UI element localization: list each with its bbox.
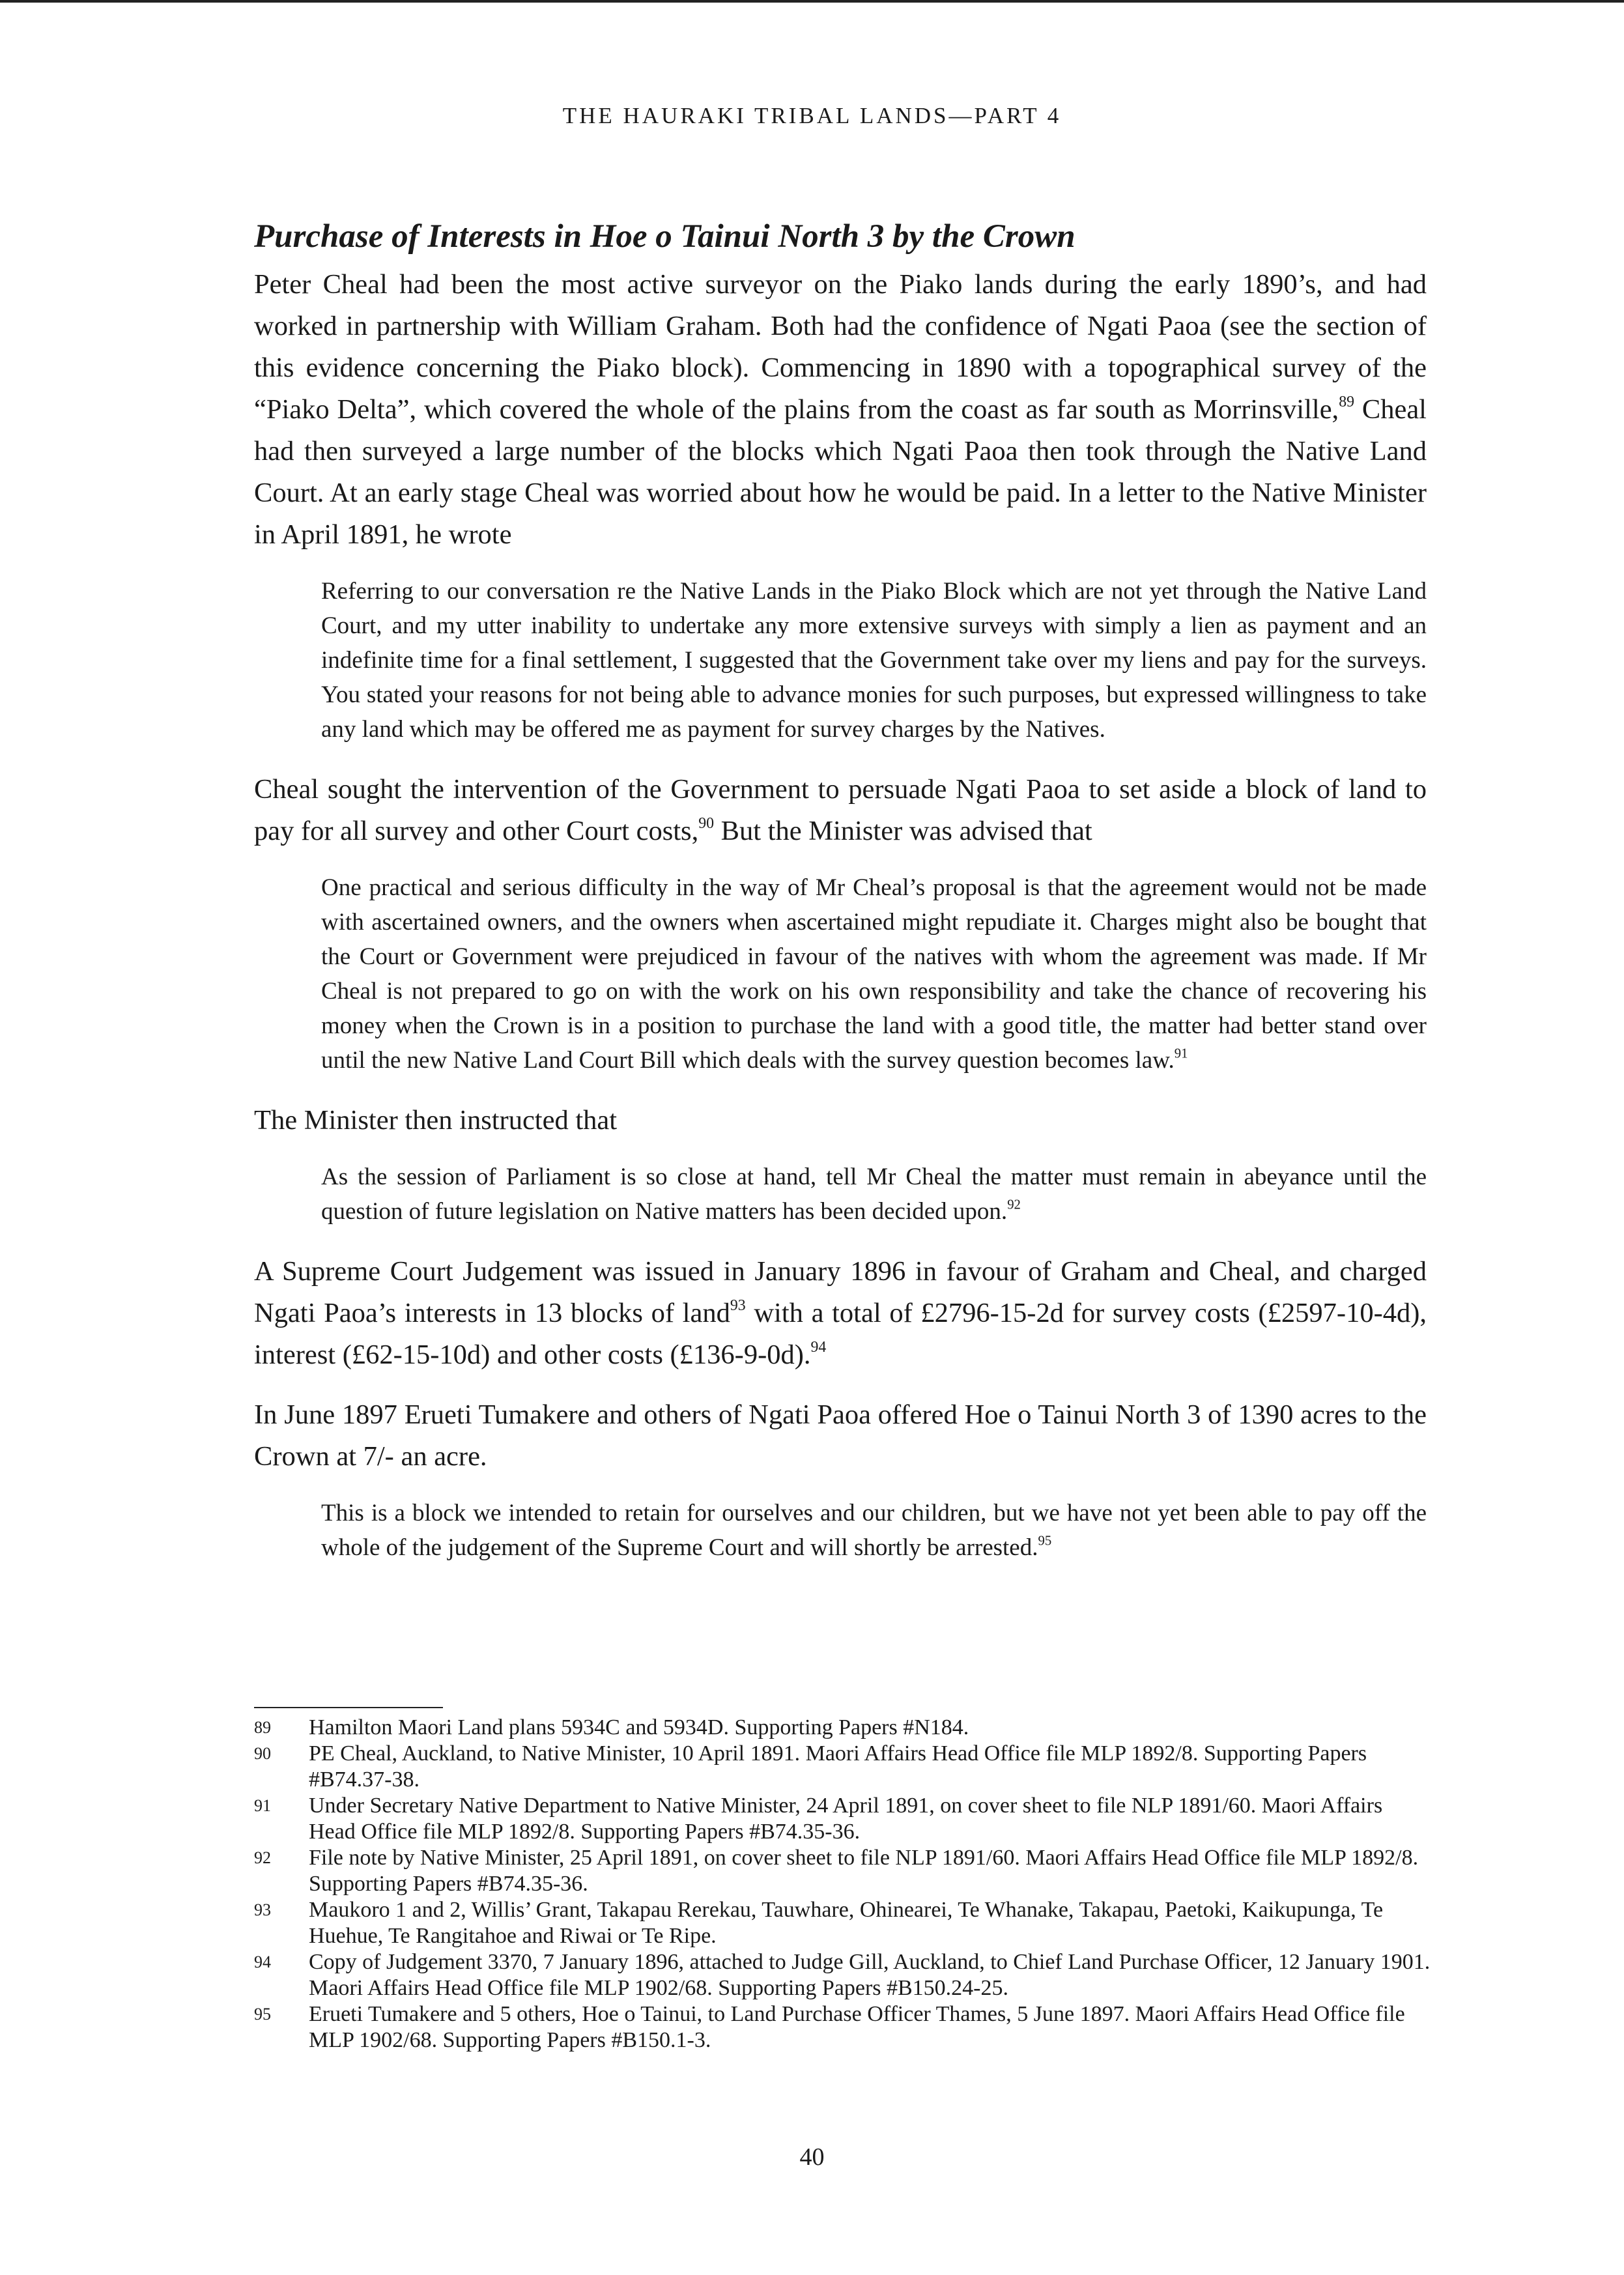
paragraph-3: The Minister then instructed that — [254, 1105, 618, 1136]
footnote-number: 92 — [254, 1848, 271, 1867]
footnote-text: PE Cheal, Auckland, to Native Minister, 10 April 1891. Maori Affairs Head Office file MLP 1892/8. Supporting Papers #B74.37-38. — [309, 1741, 1367, 1792]
paragraph-5: In June 1897 Erueti Tumakere and others of Ngati Paoa offered Hoe o Tainui North 3 of 1390 acres to the Crown at 7/- an acre. — [254, 1399, 1427, 1472]
paragraph-4-text-a: A Supreme Court Judgement was issued in January 1896 in favour of Graham and Cheal, and charged Ngati Paoa’s interests in 13 blocks of land — [254, 1256, 1427, 1328]
footnote-separator — [254, 1707, 443, 1708]
footnote-number: 95 — [254, 2005, 271, 2024]
footnote-ref-93[interactable]: 93 — [730, 1297, 746, 1315]
footnote-number: 91 — [254, 1796, 271, 1815]
paragraph-2 — [254, 769, 1427, 852]
block-quote-1: Referring to our conversation re the Native Lands in the Piako Block which are not yet through the Native Land Court, and my utter inability to undertake any more extensive surveys with simply a lien as payment and an indefinite time for a final settlement, I suggested that the Government take over my liens and pay for the surveys. You stated your reasons for not being able to advance monies for such purposes, but expressed willingness to take any land which may be offered me as payment for survey charges by the Natives. — [321, 578, 1427, 743]
paragraph-2-text-b: But the Minister was advised that — [714, 816, 1092, 846]
footnote-ref-92[interactable]: 92 — [1007, 1197, 1021, 1212]
block-quote-3 — [254, 1160, 1427, 1229]
footnote-number: 93 — [254, 1900, 271, 1919]
paragraph-4 — [254, 1251, 1427, 1376]
section-title: Purchase of Interests in Hoe o Tainui North 3 by the Crown — [254, 218, 1076, 255]
block-quote-2 — [254, 870, 1427, 1078]
footnote-number: 89 — [254, 1718, 271, 1737]
paragraph-1 — [254, 264, 1427, 556]
footnote-text: Maukoro 1 and 2, Willis’ Grant, Takapau Rerekau, Tauwhare, Ohinearei, Te Whanake, Takapau, Paetoki, Kaikupunga, Te Huehue, Te Rangitahoe and Riwai or Te Ripe. — [309, 1898, 1384, 1948]
footnote-number: 90 — [254, 1744, 271, 1763]
footnote-item — [254, 2001, 1433, 2053]
paragraph-1-text-b: Cheal had then surveyed a large number of the blocks which Ngati Paoa then took through the Native Land Court. At an early stage Cheal was worried about how he would be paid. In a letter to the Native Minister in April 1891, he wrote — [254, 394, 1427, 550]
footnote-text: Under Secretary Native Department to Native Minister, 24 April 1891, on cover sheet to file NLP 1891/60. Maori Affairs Head Office file MLP 1892/8. Supporting Papers #B74.35-36. — [309, 1794, 1383, 1844]
footnote-number: 94 — [254, 1953, 271, 1971]
footnote-text: File note by Native Minister, 25 April 1891, on cover sheet to file NLP 1891/60. Maori Affairs Head Office file MLP 1892/8. Supporting Papers #B74.35-36. — [309, 1846, 1419, 1896]
footnote-item — [254, 1715, 1433, 1741]
block-quote-4-text: This is a block we intended to retain for ourselves and our children, but we have not yet been able to pay off the whole of the judgement of the Supreme Court and will shortly be arrested. — [321, 1500, 1427, 1561]
footnote-text: Copy of Judgement 3370, 7 January 1896, attached to Judge Gill, Auckland, to Chief Land Purchase Officer, 12 January 1901. Maori Affairs Head Office file MLP 1902/68. Supporting Papers #B150.24-25. — [309, 1950, 1431, 2000]
block-quote-3-text: As the session of Parliament is so close at hand, tell Mr Cheal the matter must remain in abeyance until the question of future legislation on Native matters has been decided upon. — [321, 1164, 1427, 1225]
footnote-item — [254, 1897, 1433, 1949]
footnote-ref-95[interactable]: 95 — [1038, 1534, 1052, 1549]
footnote-ref-94[interactable]: 94 — [810, 1339, 827, 1356]
footnote-item — [254, 1741, 1433, 1793]
footnote-item — [254, 1845, 1433, 1897]
footnote-item — [254, 1949, 1433, 2001]
footnote-item — [254, 1793, 1433, 1845]
paragraph-1-text-a: Peter Cheal had been the most active surveyor on the Piako lands during the early 1890’s, and had worked in partnership with William Graham. Both had the confidence of Ngati Paoa (see the section of this evidence concerning the Piako block). Commencing in 1890 with a topographical survey of the “Piako Delta”, which covered the whole of the plains from the coast as far south as Morrinsville, — [254, 269, 1427, 425]
running-head: THE HAURAKI TRIBAL LANDS—PART 4 — [562, 103, 1062, 128]
main-text — [254, 212, 1427, 1587]
paragraph-4-text-b: with a total of £2796-15-2d for survey costs (£2597-10-4d), interest (£62-15-10d) and other costs (£136-9-0d). — [254, 1298, 1427, 1370]
footnote-text: Hamilton Maori Land plans 5934C and 5934D. Supporting Papers #N184. — [309, 1715, 969, 1739]
page-number: 40 — [799, 2143, 825, 2171]
block-quote-2-text: One practical and serious difficulty in the way of Mr Cheal’s proposal is that the agreement would not be made with ascertained owners, and the owners when ascertained might repudiate it. Charges might also be bought that the Court or Government were prejudiced in favour of the natives with whom the agreement was made. If Mr Cheal is not prepared to go on with the work on his own responsibility and take the chance of recovering his money when the Crown is in a position to purchase the land with a good title, the matter had better stand over until the new Native Land Court Bill which deals with the survey question becomes law. — [321, 874, 1427, 1074]
footnote-ref-91[interactable]: 91 — [1174, 1046, 1188, 1061]
footnote-text: Erueti Tumakere and 5 others, Hoe o Tainui, to Land Purchase Officer Thames, 5 June 1897. Maori Affairs Head Office file MLP 1902/68. Supporting Papers #B150.1-3. — [309, 2002, 1405, 2052]
paragraph-2-text-a: Cheal sought the intervention of the Government to persuade Ngati Paoa to set aside a block of land to pay for all survey and other Court costs, — [254, 774, 1427, 846]
footnotes — [254, 1715, 1433, 2053]
block-quote-4 — [254, 1496, 1427, 1565]
footnote-ref-90[interactable]: 90 — [698, 815, 714, 833]
footnote-ref-89[interactable]: 89 — [1339, 393, 1354, 411]
top-border-rule — [0, 0, 1624, 3]
